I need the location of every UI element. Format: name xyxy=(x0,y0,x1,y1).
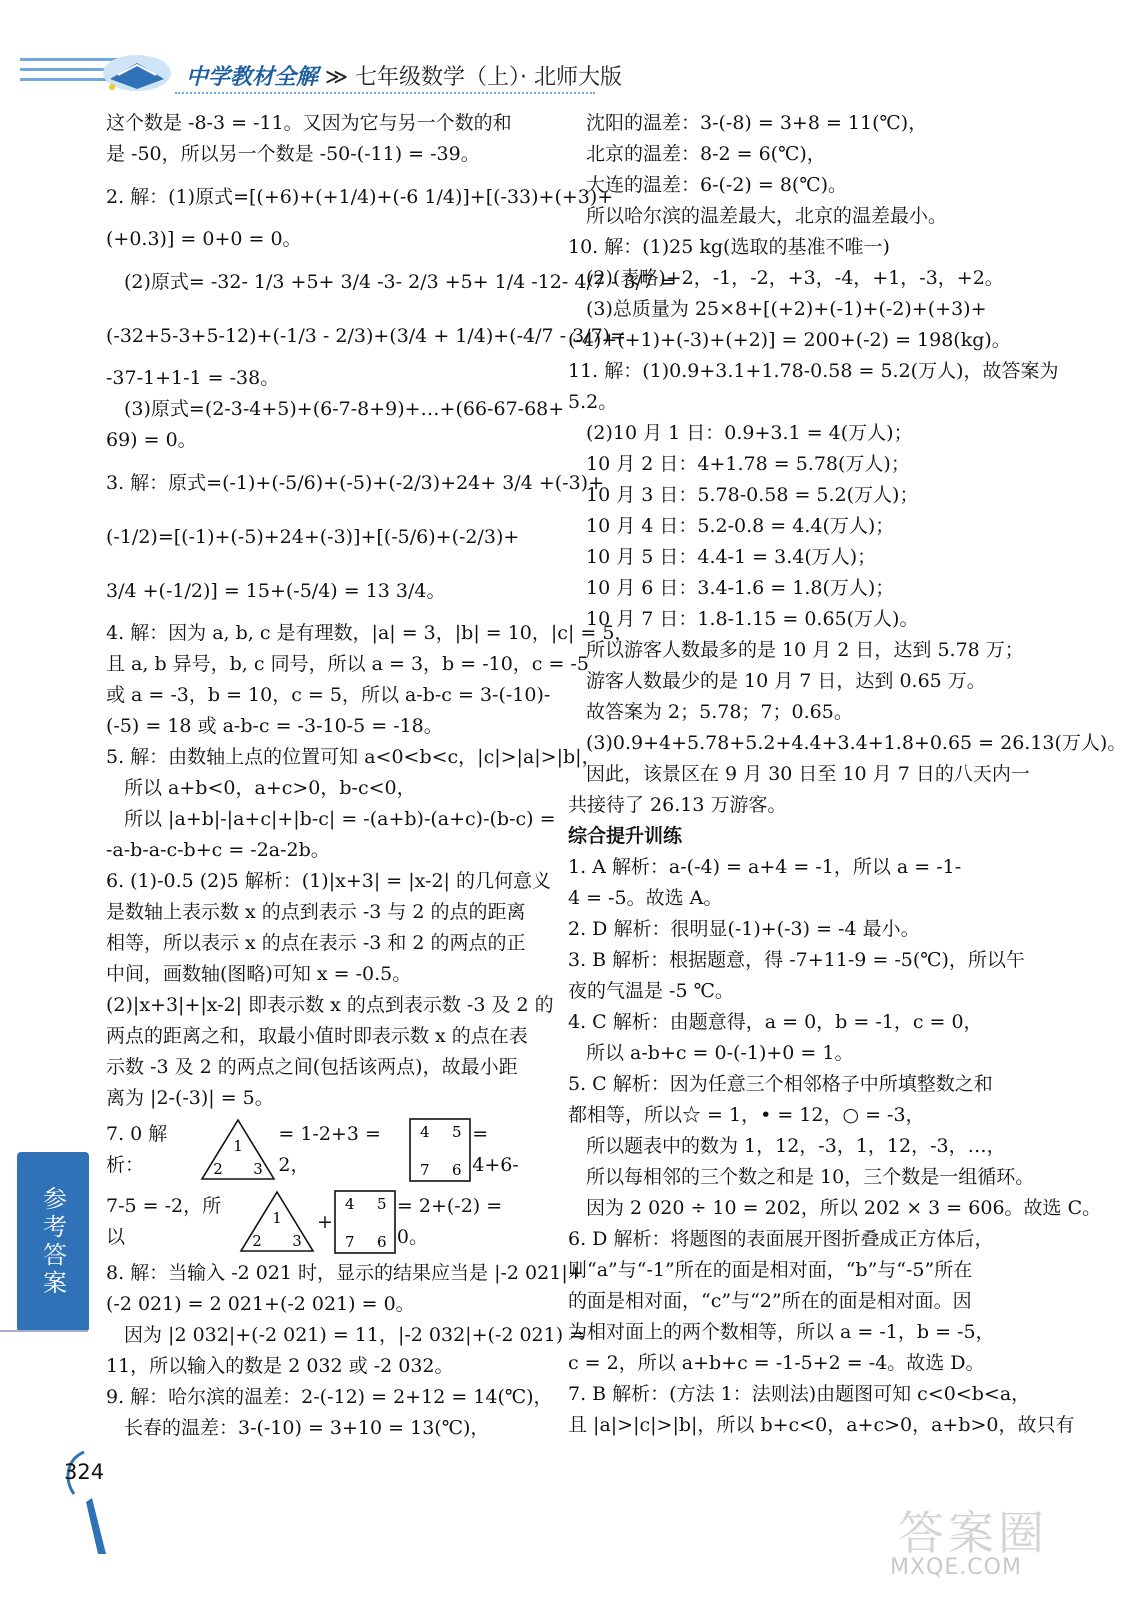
answer-line: 6. (1)-0.5 (2)5 解析：(1)|x+3| = |x-2| 的几何意义 xyxy=(106,870,551,892)
answer-line: 或 a = -3，b = 10，c = 5，所以 a-b-c = 3-(-10)- xyxy=(106,684,551,706)
answer-line: 3. B 解析：根据题意，得 -7+11-9 = -5(℃)，所以午 xyxy=(568,949,1025,971)
header-subtitle: 七年级数学（上）· 北师大版 xyxy=(355,65,623,90)
answer-line: 1. A 解析：a-(-4) = a+4 = -1，所以 a = -1- xyxy=(568,856,962,878)
square-figure xyxy=(408,1117,472,1183)
answer-line: 这个数是 -8-3 = -11。又因为它与另一个数的和 xyxy=(106,112,512,134)
answer-line: 则“a”与“-1”所在的面是相对面，“b”与“-5”所在 xyxy=(568,1259,973,1281)
answer-line: 69) = 0。 xyxy=(106,429,197,451)
answer-line: 所以每相邻的三个数之和是 10，三个数是一组循环。 xyxy=(586,1166,1035,1188)
answer-line: (2)10 月 1 日：0.9+3.1 = 4(万人)； xyxy=(586,422,913,444)
answer-line: 9. 解：哈尔滨的温差：2-(-12) = 2+12 = 14(℃)， xyxy=(106,1386,553,1408)
q7-row-2 xyxy=(106,1186,536,1258)
answers-side-tab xyxy=(17,1152,89,1332)
answer-line: 3/4 +(-1/2)] = 15+(-5/4) = 13 3/4。 xyxy=(106,580,446,602)
answer-line: c = 2，所以 a+b+c = -1-5+2 = -4。故选 D。 xyxy=(568,1352,985,1374)
answer-line: 6. D 解析：将题图的表面展开图折叠成正方体后， xyxy=(568,1228,994,1250)
answer-line: 因为 |2 032|+(-2 021) = 11，|-2 032|+(-2 021) = xyxy=(124,1324,586,1346)
answer-line: 4 = -5。故选 A。 xyxy=(568,887,723,909)
answer-line: 4. C 解析：由题意得，a = 0，b = -1，c = 0， xyxy=(568,1011,983,1033)
triangle-figure xyxy=(237,1189,317,1255)
answer-line: (+0.3)] = 0+0 = 0。 xyxy=(106,228,302,250)
answer-line: 10 月 6 日：3.4-1.6 = 1.8(万人)； xyxy=(586,577,895,599)
square-bl: 7 xyxy=(420,1161,430,1179)
triangle-top: 1 xyxy=(272,1209,282,1227)
answer-line: 2. 解：(1)原式=[(+6)+(+1/4)+(-6 1/4)]+[(-33)+(+3)+ xyxy=(106,186,614,208)
answer-line: 3. 解：原式=(-1)+(-5/6)+(-5)+(-2/3)+24+ 3/4 +(-3)+ xyxy=(106,472,605,494)
square-tl: 4 xyxy=(344,1195,355,1213)
answer-line: 且 |a|>|c|>|b|，所以 b+c<0，a+c>0，a+b>0，故只有 xyxy=(568,1414,1075,1436)
answer-line: 中间，画数轴(图略)可知 x = -0.5。 xyxy=(106,963,412,985)
answer-line: 10 月 5 日：4.4-1 = 3.4(万人)； xyxy=(586,546,877,568)
answer-line: 示数 -3 及 2 的两点之间(包括该两点)，故最小距 xyxy=(106,1056,518,1078)
answer-line: 游客人数最少的是 10 月 7 日，达到 0.65 万。 xyxy=(586,670,986,692)
answer-line: 8. 解：当输入 -2 021 时，显示的结果应当是 |-2 021|+ xyxy=(106,1262,584,1284)
watermark-logo: 答案圈 xyxy=(898,1506,1048,1560)
answer-line: 的面是相对面，“c”与“2”所在的面是相对面。因 xyxy=(568,1290,972,1312)
answer-line: (-32+5-3+5-12)+(-1/3 - 2/3)+(3/4 + 1/4)+(-4/7 - 3/7)= xyxy=(106,325,627,347)
answer-line: 离为 |2-(-3)| = 5。 xyxy=(106,1087,274,1109)
answer-line: 5. C 解析：因为任意三个相邻格子中所填整数之和 xyxy=(568,1073,993,1095)
q7-plus: + xyxy=(317,1210,333,1233)
right-column xyxy=(568,108,1126,1441)
answer-line: (2)原式= -32- 1/3 +5+ 3/4 -3- 2/3 +5+ 1/4 -12- 4/7 - 3/7 = xyxy=(124,271,676,293)
answer-line: (2)(表略)+2，-1，-2，+3，-4，+1，-3，+2。 xyxy=(586,267,1004,289)
page-header xyxy=(0,0,1091,105)
answer-line: 沈阳的温差：3-(-8) = 3+8 = 11(℃)， xyxy=(586,112,928,134)
answer-line: 都相等，所以☆ = 1，• = 12，○ = -3， xyxy=(568,1104,925,1126)
header-rule xyxy=(175,92,595,94)
answer-line: 11. 解：(1)0.9+3.1+1.78-0.58 = 5.2(万人)，故答案为 xyxy=(568,360,1059,382)
answer-line: 10. 解：(1)25 kg(选取的基准不唯一) xyxy=(568,236,890,258)
square-bl: 7 xyxy=(344,1233,355,1251)
answer-line: 10 月 4 日：5.2-0.8 = 4.4(万人)； xyxy=(586,515,895,537)
square-figure xyxy=(333,1189,397,1255)
q7-line2-suffix: = 2+(-2) = 0。 xyxy=(396,1195,503,1248)
answer-line: 北京的温差：8-2 = 6(℃)， xyxy=(586,143,826,165)
watermark-url: MXQE.COM xyxy=(890,1555,1022,1580)
answer-line: 10 月 3 日：5.78-0.58 = 5.2(万人)； xyxy=(586,484,919,506)
triangle-left: 2 xyxy=(213,1160,224,1178)
answer-line: 所以游客人数最多的是 10 月 2 日，达到 5.78 万； xyxy=(586,639,1024,661)
answer-line: 故答案为 2；5.78；7；0.65。 xyxy=(586,701,853,723)
answer-line: 是数轴上表示数 x 的点到表示 -3 与 2 的点的距离 xyxy=(106,901,526,923)
answer-line: 4. 解：因为 a, b, c 是有理数，|a| = 3，|b| = 10，|c| = 5， xyxy=(106,622,634,644)
side-tab-rule xyxy=(0,1330,88,1332)
answer-line: (3)总质量为 25×8+[(+2)+(-1)+(-2)+(+3)+ xyxy=(586,298,987,320)
q7-mid: = 1-2+3 = 2， xyxy=(278,1123,381,1176)
q7-prefix: 7. 0 解析： xyxy=(106,1123,168,1176)
answer-line: 5. 解：由数轴上点的位置可知 a<0<b<c，|c|>|a|>|b|， xyxy=(106,746,601,768)
answer-line: 因为 2 020 ÷ 10 = 202，所以 202 × 3 = 606。故选 C。 xyxy=(586,1197,1102,1219)
answer-line: 因此，该景区在 9 月 30 日至 10 月 7 日的八天内一 xyxy=(586,763,1030,785)
q7-suffix: = 4+6- xyxy=(472,1123,519,1176)
square-tr: 5 xyxy=(376,1195,387,1213)
answer-line: 长春的温差：3-(-10) = 3+10 = 13(℃)， xyxy=(124,1417,490,1439)
answer-line: 2. D 解析：很明显(-1)+(-3) = -4 最小。 xyxy=(568,918,920,940)
answer-line: (-4)+(+1)+(-3)+(+2)] = 200+(-2) = 198(kg)。 xyxy=(568,329,1011,351)
answer-line: 夜的气温是 -5 ℃。 xyxy=(568,980,734,1002)
answer-line: 10 月 7 日：1.8-1.15 = 0.65(万人)。 xyxy=(586,608,919,630)
answer-line: 所以哈尔滨的温差最大，北京的温差最小。 xyxy=(586,205,948,227)
triangle-right: 3 xyxy=(292,1232,302,1250)
triangle-right: 3 xyxy=(253,1160,264,1178)
answer-line: (-2 021) = 2 021+(-2 021) = 0。 xyxy=(106,1293,415,1315)
side-tab-label: 参考答案 xyxy=(38,1186,67,1298)
answer-line: 所以 a+b<0，a+c>0，b-c<0， xyxy=(124,777,416,799)
answer-line: -a-b-a-c-b+c = -2a-2b。 xyxy=(106,839,330,861)
header-separator: ≫ xyxy=(325,65,349,90)
q7-row-1 xyxy=(106,1114,536,1186)
header-brand: 中学教材全解 xyxy=(186,65,319,90)
square-br: 6 xyxy=(452,1161,462,1179)
q7-line2-prefix: 7-5 = -2，所以 xyxy=(106,1195,222,1248)
answer-line: 所以 a-b+c = 0-(-1)+0 = 1。 xyxy=(586,1042,854,1064)
triangle-figure xyxy=(198,1117,278,1183)
page-number: 324 xyxy=(64,1460,105,1484)
answer-line: 大连的温差：6-(-2) = 8(℃)。 xyxy=(586,174,848,196)
answer-line: 相等，所以表示 x 的点在表示 -3 和 2 的两点的正 xyxy=(106,932,526,954)
square-br: 6 xyxy=(376,1233,387,1251)
square-tl: 4 xyxy=(420,1123,430,1141)
answer-line: 10 月 2 日：4+1.78 = 5.78(万人)； xyxy=(586,453,910,475)
triangle-left: 2 xyxy=(252,1232,262,1250)
answer-line: 两点的距离之和，取最小值时即表示数 x 的点在表 xyxy=(106,1025,528,1047)
answer-line: (-5) = 18 或 a-b-c = -3-10-5 = -18。 xyxy=(106,715,443,737)
answer-line: 共接待了 26.13 万游客。 xyxy=(568,794,787,816)
square-tr: 5 xyxy=(452,1123,462,1141)
answer-line: 11，所以输入的数是 2 032 或 -2 032。 xyxy=(106,1355,454,1377)
answer-line: (3)0.9+4+5.78+5.2+4.4+3.4+1.8+0.65 = 26.13(万人)。 xyxy=(586,732,1126,754)
answer-line: -37-1+1-1 = -38。 xyxy=(106,367,280,389)
answer-line: 为相对面上的两个数相等，所以 a = -1，b = -5， xyxy=(568,1321,995,1343)
answer-line: 所以题表中的数为 1，12，-3，1，12，-3，…， xyxy=(586,1135,1006,1157)
answer-line: 所以 |a+b|-|a+c|+|b-c| = -(a+b)-(a+c)-(b-c) = xyxy=(124,808,556,830)
answer-line: 且 a, b 异号，b, c 同号，所以 a = 3，b = -10，c = -5 xyxy=(106,653,589,675)
answer-line: 5.2。 xyxy=(568,391,618,413)
answer-line: 是 -50，所以另一个数是 -50-(-11) = -39。 xyxy=(106,143,480,165)
section-heading: 综合提升训练 xyxy=(568,825,683,847)
book-logo-icon xyxy=(98,45,176,95)
answer-line: 7. B 解析：(方法 1：法则法)由题图可知 c<0<b<a， xyxy=(568,1383,1031,1405)
answer-line: (-1/2)=[(-1)+(-5)+24+(-3)]+[(-5/6)+(-2/3)+ xyxy=(106,526,520,548)
answer-line: (2)|x+3|+|x-2| 即表示数 x 的点到表示数 -3 及 2 的 xyxy=(106,994,554,1016)
answer-line: (3)原式=(2-3-4+5)+(6-7-8+9)+…+(66-67-68+ xyxy=(124,398,565,420)
triangle-top: 1 xyxy=(233,1137,244,1155)
